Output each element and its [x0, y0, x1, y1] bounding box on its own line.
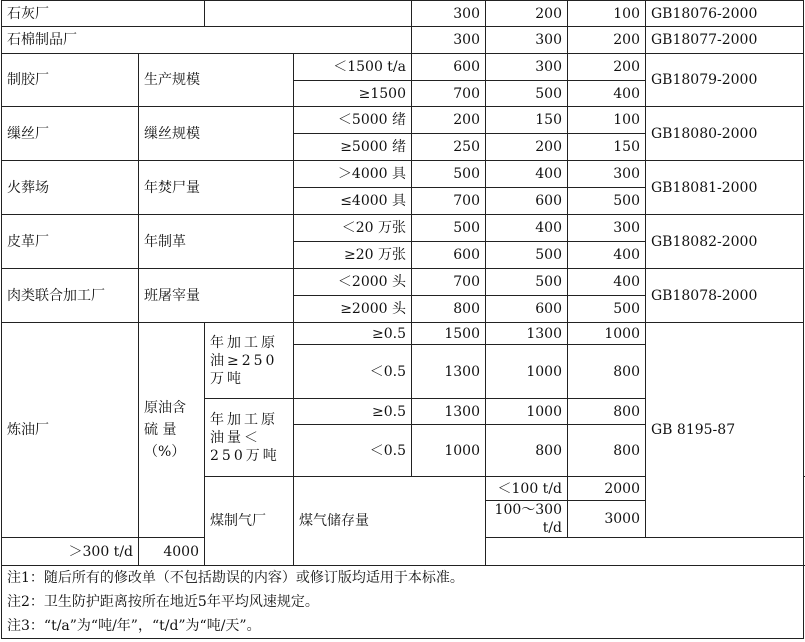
- distance-value: 1000: [568, 323, 646, 345]
- note-3: 注3：“t/a”为“吨/年”，“t/d”为“吨/天”。: [7, 618, 261, 634]
- condition: ≥1500: [294, 81, 412, 107]
- standard-code: GB18080-2000: [646, 107, 804, 161]
- distance-value: 500: [486, 269, 568, 296]
- parameter-name: 煤气储存量: [294, 477, 486, 566]
- parameter-name: 生产规模: [139, 54, 294, 107]
- distance-value: 1500: [412, 323, 486, 345]
- condition: ≥5000 绪: [294, 134, 412, 161]
- distance-value: 300: [412, 1, 486, 27]
- parameter-name: 年制革: [139, 215, 294, 269]
- standard-code: GB18077-2000: [646, 27, 804, 54]
- condition: ＜0.5: [294, 425, 412, 477]
- distance-value: 1000: [412, 425, 486, 477]
- processing-group-label: 年加工原油量＜250万吨: [205, 399, 294, 477]
- distance-value: 1300: [486, 323, 568, 345]
- plant-name: 石棉制品厂: [2, 27, 412, 54]
- distance-value: 100: [568, 1, 646, 27]
- plant-name: 肉类联合加工厂: [2, 269, 139, 323]
- distance-value: 200: [412, 107, 486, 134]
- table-row: [2, 107, 804, 134]
- condition: ≥0.5: [294, 323, 412, 345]
- table-row: [2, 269, 804, 296]
- distance-value: 150: [486, 107, 568, 134]
- plant-name: 制胶厂: [2, 54, 139, 107]
- processing-group-label: 年加工原油≥250万吨: [205, 323, 294, 399]
- plant-name: 火葬场: [2, 161, 139, 215]
- protection-distance-table: [1, 0, 804, 639]
- condition: ≤4000 具: [294, 188, 412, 215]
- distance-value: 400: [568, 269, 646, 296]
- parameter-name: 原油含硫 量（%）: [139, 323, 205, 538]
- distance-value: 400: [568, 81, 646, 107]
- notes-cell: [2, 566, 804, 639]
- condition: ＞300 t/d: [2, 538, 139, 566]
- condition: ≥20 万张: [294, 242, 412, 269]
- distance-value: 200: [486, 134, 568, 161]
- distance-value: 100: [568, 107, 646, 134]
- distance-value: 700: [412, 269, 486, 296]
- distance-value: 400: [486, 161, 568, 188]
- distance-value: 800: [486, 425, 568, 477]
- condition: ＜100 t/d: [486, 477, 568, 501]
- table-row: [2, 27, 804, 54]
- distance-value: 500: [486, 81, 568, 107]
- distance-value: 2000: [568, 477, 646, 501]
- distance-value: 1000: [486, 345, 568, 399]
- distance-value: 700: [412, 81, 486, 107]
- plant-name: 缫丝厂: [2, 107, 139, 161]
- condition: ＜5000 绪: [294, 107, 412, 134]
- distance-value: 500: [412, 215, 486, 242]
- standard-code: GB18078-2000: [646, 269, 804, 323]
- distance-value: 1000: [486, 399, 568, 425]
- distance-value: 800: [568, 425, 646, 477]
- distance-value: 250: [412, 134, 486, 161]
- distance-value: 800: [568, 399, 646, 425]
- standard-code: GB18079-2000: [646, 54, 804, 107]
- standard-code: GB 8195-87: [646, 323, 804, 538]
- distance-value: 400: [486, 215, 568, 242]
- condition: 100～300 t/d: [486, 501, 568, 538]
- plant-name: 炼油厂: [2, 323, 139, 538]
- plant-name: 皮革厂: [2, 215, 139, 269]
- distance-value: 500: [486, 242, 568, 269]
- distance-value: 500: [412, 161, 486, 188]
- distance-value: 600: [412, 242, 486, 269]
- condition: ≥2000 头: [294, 296, 412, 323]
- distance-value: 500: [568, 188, 646, 215]
- empty-cell: [205, 1, 412, 27]
- table-row: [2, 161, 804, 188]
- distance-value: 600: [486, 188, 568, 215]
- note-2: 注2：卫生防护距离按所在地近5年平均风速规定。: [7, 594, 319, 610]
- notes-row: [2, 566, 804, 639]
- distance-value: 200: [568, 54, 646, 81]
- distance-value: 600: [412, 54, 486, 81]
- condition: ＜20 万张: [294, 215, 412, 242]
- parameter-name: 缫丝规模: [139, 107, 294, 161]
- distance-value: 600: [486, 296, 568, 323]
- distance-value: 800: [412, 296, 486, 323]
- distance-value: 400: [568, 242, 646, 269]
- standard-code: GB18082-2000: [646, 215, 804, 269]
- condition: ＞4000 具: [294, 161, 412, 188]
- table-row: [2, 1, 804, 27]
- distance-value: 150: [568, 134, 646, 161]
- distance-value: 1300: [412, 345, 486, 399]
- distance-value: 300: [486, 54, 568, 81]
- standard-code: GB18076-2000: [646, 1, 804, 27]
- plant-name: 煤制气厂: [205, 477, 294, 566]
- distance-value: 3000: [568, 501, 646, 538]
- condition: ＜1500 t/a: [294, 54, 412, 81]
- condition: ＜0.5: [294, 345, 412, 399]
- distance-value: 200: [486, 1, 568, 27]
- distance-value: 800: [568, 345, 646, 399]
- distance-value: 1300: [412, 399, 486, 425]
- parameter-name: 班屠宰量: [139, 269, 294, 323]
- condition: ≥0.5: [294, 399, 412, 425]
- distance-value: 300: [568, 215, 646, 242]
- distance-value: 200: [568, 27, 646, 54]
- condition: ＜2000 头: [294, 269, 412, 296]
- distance-value: 500: [568, 296, 646, 323]
- table-row: [2, 215, 804, 242]
- plant-name: 石灰厂: [2, 1, 205, 27]
- distance-value: 300: [412, 27, 486, 54]
- standard-code: GB18081-2000: [646, 161, 804, 215]
- distance-value: 300: [486, 27, 568, 54]
- distance-value: 700: [412, 188, 486, 215]
- distance-value: 300: [568, 161, 646, 188]
- table-row: [2, 54, 804, 81]
- note-1: 注1：随后所有的修改单（不包括勘误的内容）或修订版均适用于本标准。: [7, 570, 464, 586]
- table-row: [2, 323, 804, 345]
- distance-value: 4000: [139, 538, 205, 566]
- parameter-name: 年焚尸量: [139, 161, 294, 215]
